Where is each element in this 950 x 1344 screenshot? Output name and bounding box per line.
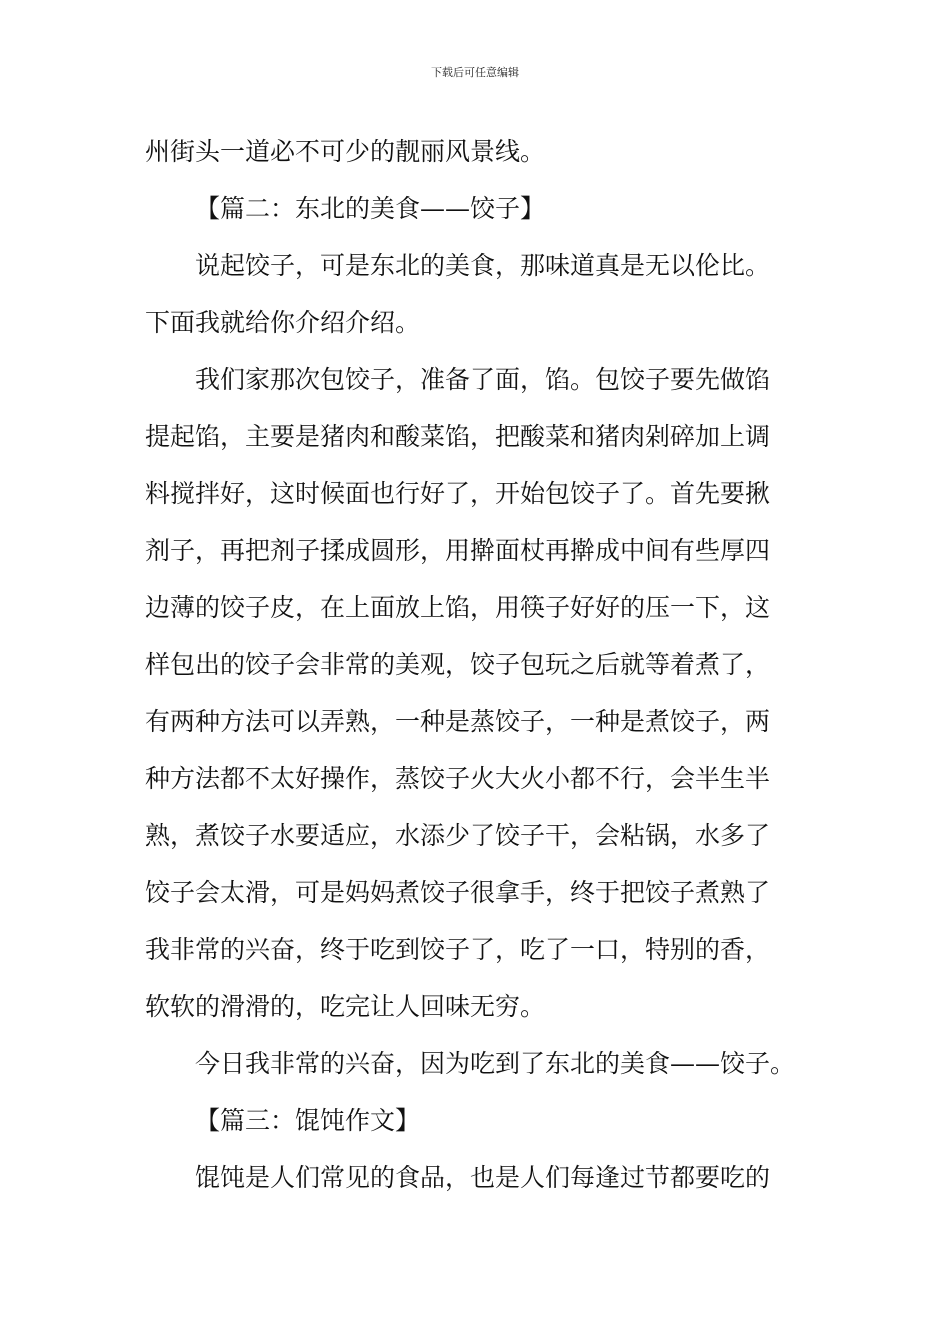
- page-header: 下载后可任意编辑: [431, 66, 519, 79]
- paragraph-line: 提起馅，主要是猪肉和酸菜馅，把酸菜和猪肉剁碎加上调: [145, 422, 771, 451]
- paragraph-line: 样包出的饺子会非常的美观，饺子包玩之后就等着煮了，: [145, 650, 771, 679]
- paragraph-line: 下面我就给你介绍介绍。: [145, 308, 421, 337]
- paragraph-line: 软软的滑滑的，吃完让人回味无穷。: [145, 992, 546, 1021]
- paragraph-line: 种方法都不太好操作，蒸饺子火大火小都不行，会半生半: [145, 764, 771, 793]
- paragraph-line: 我们家那次包饺子，准备了面，馅。包饺子要先做馅: [195, 365, 771, 394]
- paragraph-line: 剂子，再把剂子揉成圆形，用擀面杖再擀成中间有些厚四: [145, 536, 771, 565]
- paragraph-line: 今日我非常的兴奋，因为吃到了东北的美食——饺子。: [195, 1049, 796, 1078]
- paragraph-line: 馄饨是人们常见的食品，也是人们每逢过节都要吃的: [195, 1163, 771, 1192]
- paragraph-line: 州街头一道必不可少的靓丽风景线。: [145, 137, 546, 166]
- paragraph-line: 说起饺子，可是东北的美食，那味道真是无以伦比。: [195, 251, 771, 280]
- paragraph-line: 我非常的兴奋，终于吃到饺子了，吃了一口，特别的香，: [145, 935, 771, 964]
- paragraph-line: 饺子会太滑，可是妈妈煮饺子很拿手，终于把饺子煮熟了: [145, 878, 771, 907]
- section-heading-3: 【篇三：馄饨作文】: [195, 1106, 421, 1135]
- paragraph-line: 边薄的饺子皮，在上面放上馅，用筷子好好的压一下，这: [145, 593, 771, 622]
- paragraph-line: 有两种方法可以弄熟，一种是蒸饺子，一种是煮饺子，两: [145, 707, 771, 736]
- paragraph-line: 熟，煮饺子水要适应，水添少了饺子干，会粘锅，水多了: [145, 821, 771, 850]
- paragraph-line: 料搅拌好，这时候面也行好了，开始包饺子了。首先要揪: [145, 479, 771, 508]
- section-heading-2: 【篇二：东北的美食——饺子】: [195, 194, 546, 223]
